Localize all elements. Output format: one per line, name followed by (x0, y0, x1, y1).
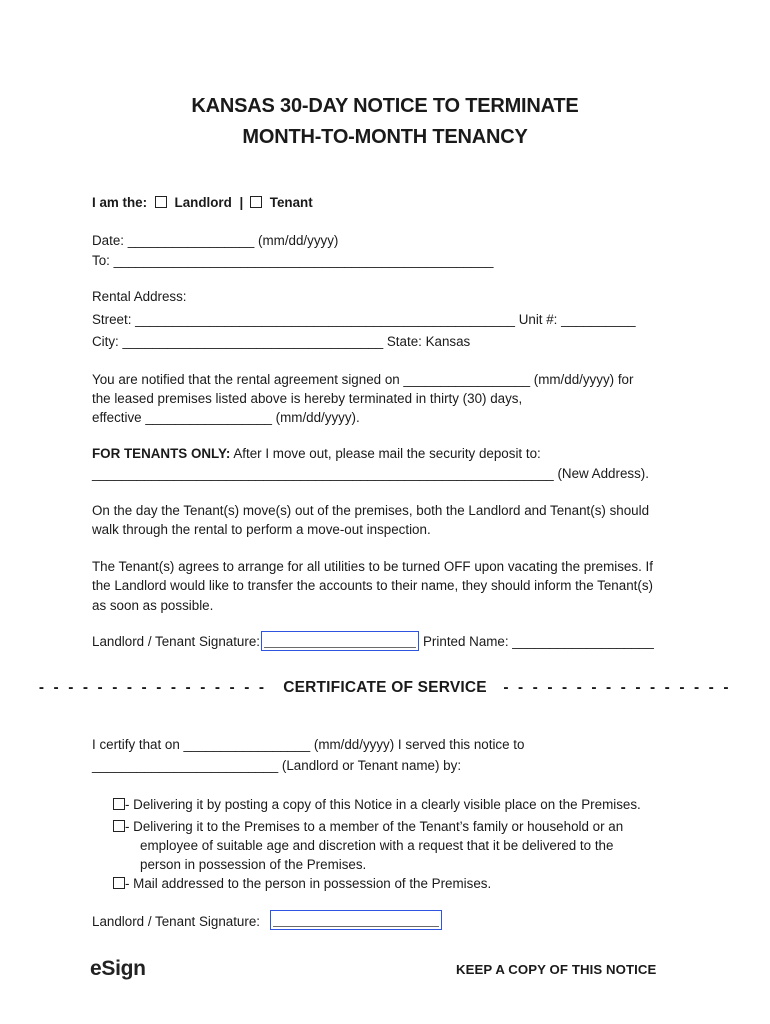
option-mail-text: - Mail addressed to the person in possession of the Premises. (125, 876, 492, 891)
new-address-line: ______________________________________________________________ (New Address). (92, 466, 649, 481)
certify-line2: _________________________ (Landlord or Tenant name) by: (92, 758, 462, 773)
tenants-only-text: After I move out, please mail the security deposit to: (230, 446, 541, 461)
esign-logo: eSign (90, 957, 146, 980)
certificate-right-dashes: - - - - - - - - - - - - - - - - (503, 679, 732, 696)
moveout-line2: walk through the rental to perform a move-out inspection. (92, 522, 431, 537)
signature2-label: Landlord / Tenant Signature: (92, 914, 261, 929)
rental-address-label: Rental Address: (92, 289, 187, 304)
signature1-field[interactable] (261, 631, 419, 651)
option-delivery-line3: person in possession of the Premises. (140, 857, 367, 872)
notice-line2: the leased premises listed above is hereby terminated in thirty (30) days, (92, 391, 523, 406)
certificate-heading-row (0, 679, 770, 697)
to-line: To: ___________________________________________________ (92, 253, 494, 268)
landlord-checkbox[interactable] (155, 196, 167, 208)
service-option-posting (113, 797, 641, 812)
mail-checkbox[interactable] (113, 877, 125, 889)
option-delivery-text: - Delivering it to the Premises to a member of the Tenant’s family or household or an (125, 819, 624, 834)
landlord-label: Landlord (174, 195, 232, 210)
service-option-delivery (113, 819, 623, 834)
delivery-checkbox[interactable] (113, 820, 125, 832)
party-separator: | (239, 195, 244, 210)
tenant-checkbox[interactable] (250, 196, 262, 208)
certificate-heading: CERTIFICATE OF SERVICE (283, 679, 487, 696)
certificate-left-dashes: - - - - - - - - - - - - - - - - (38, 679, 267, 696)
utilities-line1: The Tenant(s) agrees to arrange for all utilities to be turned OFF upon vacating the premises. If (92, 559, 653, 574)
option-delivery-line2: employee of suitable age and discretion with a request that it be delivered to the (140, 838, 614, 853)
utilities-line3: as soon as possible. (92, 598, 214, 613)
option-posting-text: - Delivering it by posting a copy of this Notice in a clearly visible place on the Premises. (125, 797, 641, 812)
signature1-label: Landlord / Tenant Signature: (92, 634, 261, 649)
service-option-mail (113, 876, 491, 891)
tenant-label: Tenant (269, 195, 313, 210)
keep-copy-notice: KEEP A COPY OF THIS NOTICE (456, 962, 657, 977)
notice-line3: effective _________________ (mm/dd/yyyy). (92, 410, 360, 425)
city-line: City: ___________________________________ State: Kansas (92, 334, 471, 349)
certify-line1: I certify that on _________________ (mm/dd/yyyy) I served this notice to (92, 737, 525, 752)
party-prefix: I am the: (92, 195, 148, 210)
signature2-field[interactable] (270, 910, 442, 930)
moveout-line1: On the day the Tenant(s) move(s) out of the premises, both the Landlord and Tenant(s) should (92, 503, 650, 518)
notice-line1: You are notified that the rental agreement signed on _________________ (mm/dd/yyyy) for (92, 372, 634, 387)
utilities-line2: the Landlord would like to transfer the accounts to their name, they should inform the Tenant(s) (92, 578, 653, 593)
street-line: Street: ___________________________________________________ Unit #: __________ (92, 312, 636, 327)
party-selector (92, 195, 313, 210)
printed-name-line: Printed Name: ___________________ (423, 634, 654, 649)
tenants-only-line (92, 446, 541, 461)
date-line: Date: _________________ (mm/dd/yyyy) (92, 233, 339, 248)
document-title-line2: MONTH-TO-MONTH TENANCY (242, 126, 528, 148)
document-title-line1: KANSAS 30-DAY NOTICE TO TERMINATE (191, 95, 579, 117)
posting-checkbox[interactable] (113, 798, 125, 810)
tenants-only-label: FOR TENANTS ONLY: (92, 446, 231, 461)
